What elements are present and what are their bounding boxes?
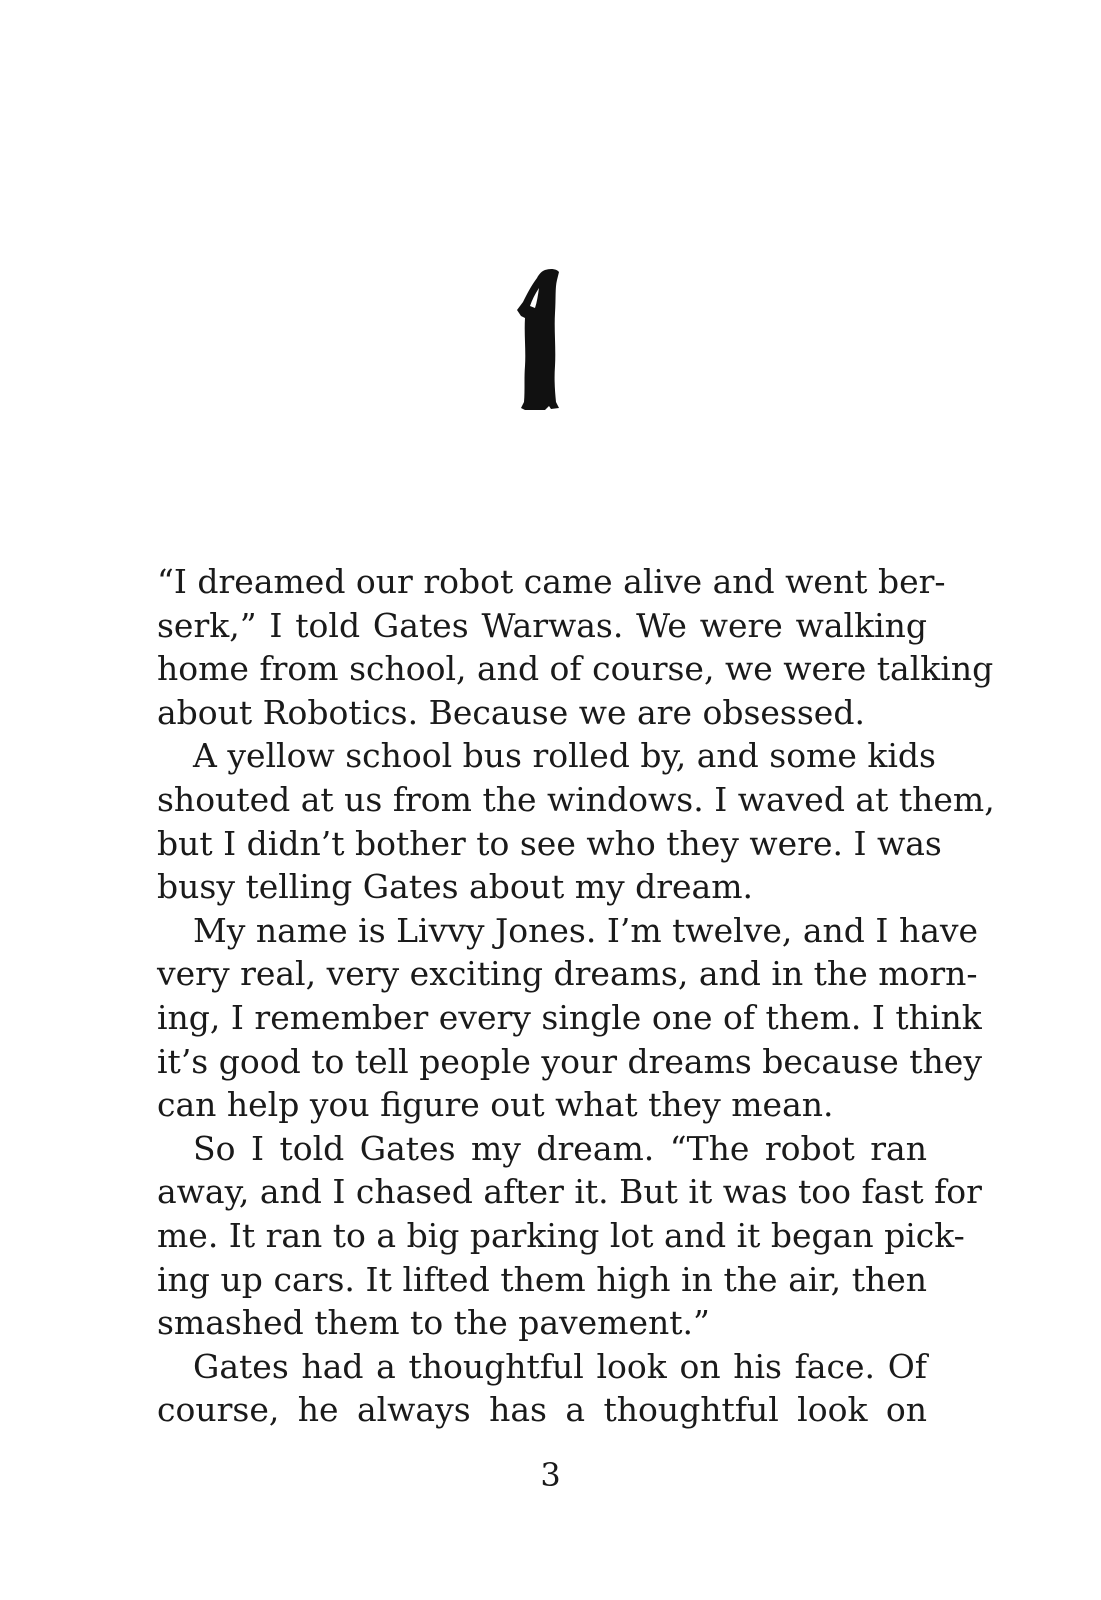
text-line: ing up cars. It lifted them high in the air, then	[157, 1259, 927, 1299]
text-line: but I didn’t bother to see who they were. I was	[157, 823, 942, 863]
text-line: course, he always has a thoughtful look on	[157, 1390, 927, 1430]
text-line: Gates had a thoughtful look on his face. Of	[193, 1346, 927, 1386]
text-line: serk,” I told Gates Warwas. We were walking	[157, 605, 927, 645]
text-line: about Robotics. Because we are obsessed.	[157, 692, 865, 732]
text-line: A yellow school bus rolled by, and some kids	[193, 736, 936, 776]
text-line: me. It ran to a big parking lot and it began pick-	[157, 1215, 965, 1255]
text-line: home from school, and of course, we were talking	[157, 649, 994, 689]
text-line: So I told Gates my dream. “The robot ran	[193, 1128, 927, 1168]
text-line: shouted at us from the windows. I waved at them,	[157, 779, 995, 819]
text-line: My name is Livvy Jones. I’m twelve, and I have	[193, 910, 979, 950]
chapter-number-one-glyph	[515, 268, 565, 418]
text-line: can help you figure out what they mean.	[157, 1085, 834, 1125]
text-line: “I dreamed our robot came alive and went ber-	[157, 562, 946, 601]
text-line: it’s good to tell people your dreams because they	[157, 1041, 982, 1081]
page-number: 3	[540, 1456, 561, 1494]
text-line: very real, very exciting dreams, and in the morn-	[157, 954, 978, 994]
text-line: away, and I chased after it. But it was too fast for	[157, 1172, 982, 1212]
text-line: busy telling Gates about my dream.	[157, 867, 753, 907]
chapter-number-one-icon	[515, 268, 565, 418]
text-line: ing, I remember every single one of them. I think	[157, 997, 982, 1037]
body-text	[157, 560, 995, 1432]
text-line: smashed them to the pavement.”	[157, 1303, 710, 1343]
